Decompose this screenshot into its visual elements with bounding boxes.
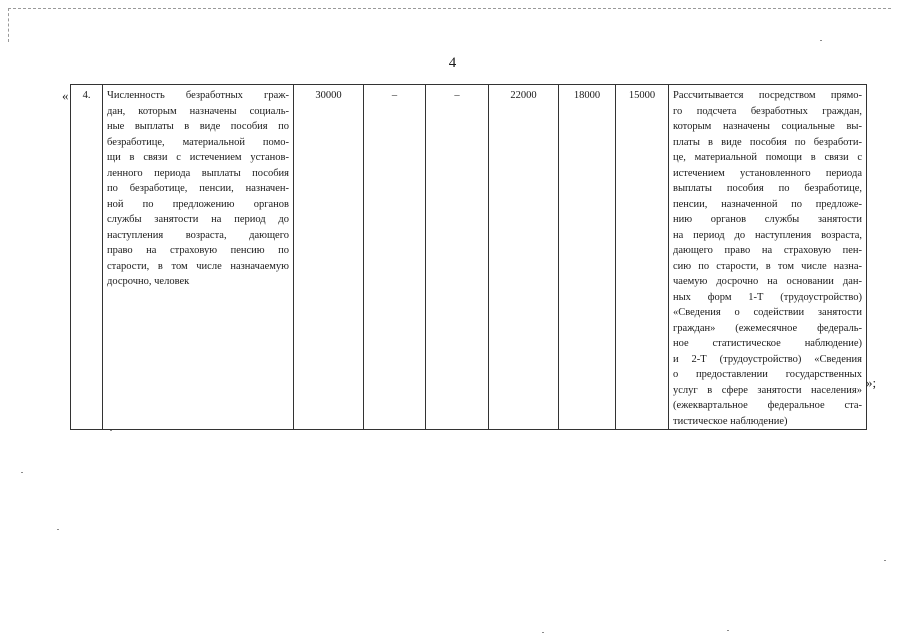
indicator-name-line: старости, в том числе назначаемую <box>107 260 289 272</box>
description-line: го подсчета безработных граждан, <box>673 105 862 117</box>
value-year-4: 18000 <box>573 90 601 101</box>
table-row <box>71 85 867 430</box>
scan-speck <box>884 560 886 561</box>
scan-speck <box>110 430 112 431</box>
description-line: ных форм 1-Т (трудоустройство) <box>673 291 862 303</box>
description-line: нию органов службы занятости <box>673 214 862 225</box>
description-line: Рассчитывается посредством прямо- <box>673 90 862 101</box>
description-line: (ежеквартальное федеральное ста- <box>673 400 862 411</box>
value-cell <box>294 85 364 430</box>
description-line: на период до наступления возраста, <box>673 229 862 241</box>
indicator-name-line: Численность безработных граж- <box>107 90 289 101</box>
indicator-table <box>70 84 867 430</box>
indicator-name-line: досрочно, человек <box>107 276 190 287</box>
description-line: и 2-Т (трудоустройство) «Сведения <box>673 353 862 365</box>
closing-quote-mark: »; <box>866 375 877 390</box>
value-cell <box>616 85 669 430</box>
description-line: «Сведения о содействии занятости <box>673 307 862 318</box>
value-year-5: 15000 <box>628 90 656 101</box>
description-line: которым назначены социальные вы- <box>673 121 862 132</box>
description-line: чаемую досрочно на основании дан- <box>673 276 862 287</box>
value-cell <box>559 85 616 430</box>
scan-speck <box>727 630 729 631</box>
description-line: дающего право на страховую пен- <box>673 245 862 256</box>
value-cell <box>489 85 559 430</box>
value-year-3: 22000 <box>510 90 537 101</box>
opening-quote-mark: « <box>62 88 69 103</box>
value-base: 30000 <box>315 90 342 101</box>
scan-top-edge <box>8 8 891 15</box>
method-description-cell <box>669 85 867 430</box>
value-cell <box>426 85 489 430</box>
scan-speck <box>21 472 23 473</box>
description-line: ное статистическое наблюдение) <box>673 338 862 349</box>
scan-speck <box>542 632 544 633</box>
row-number: 4. <box>82 90 91 101</box>
value-cell <box>364 85 426 430</box>
description-line: истечением установленного периода <box>673 167 862 179</box>
indicator-name-line: ной по предложению органов <box>107 198 289 210</box>
description-line: платы в виде пособия по безработи- <box>673 136 862 148</box>
indicator-name-line: дан, которым назначены социаль- <box>107 105 289 117</box>
scan-left-edge <box>8 8 9 42</box>
indicator-name-line: ные выплаты в виде пособия по <box>107 121 289 132</box>
indicator-name-line: щи в связи с истечением установ- <box>107 152 289 163</box>
description-line: пенсии, назначенной по предложе- <box>673 198 862 210</box>
description-line: це, материальной помощи в связи с <box>673 152 862 163</box>
indicator-name-line: наступления возраста, дающего <box>107 229 289 241</box>
description-line: выплаты пособия по безработице, <box>673 183 862 194</box>
scan-speck <box>57 529 59 530</box>
indicator-name-line: службы занятости на период до <box>107 214 289 225</box>
scan-speck <box>820 40 822 41</box>
page-number: 4 <box>448 55 457 71</box>
value-year-1: – <box>391 90 398 101</box>
indicator-name-line: право на страховую пенсию по <box>107 245 289 256</box>
indicator-name-line: безработице, материальной помо- <box>107 136 289 148</box>
indicator-name-cell <box>103 85 294 430</box>
description-line: услуг в сфере занятости населения» <box>673 384 862 396</box>
row-number-cell <box>71 85 103 430</box>
description-line: тистическое наблюдение) <box>673 415 788 427</box>
indicator-name-line: ленного периода выплаты пособия <box>107 167 289 179</box>
indicator-name-line: по безработице, пенсии, назначен- <box>107 183 289 194</box>
description-line: о предоставлении государственных <box>673 369 862 380</box>
description-line: граждан» (ежемесячное федераль- <box>673 322 862 334</box>
description-line: сию по старости, в том числе назна- <box>673 260 862 272</box>
value-year-2: – <box>454 90 460 101</box>
